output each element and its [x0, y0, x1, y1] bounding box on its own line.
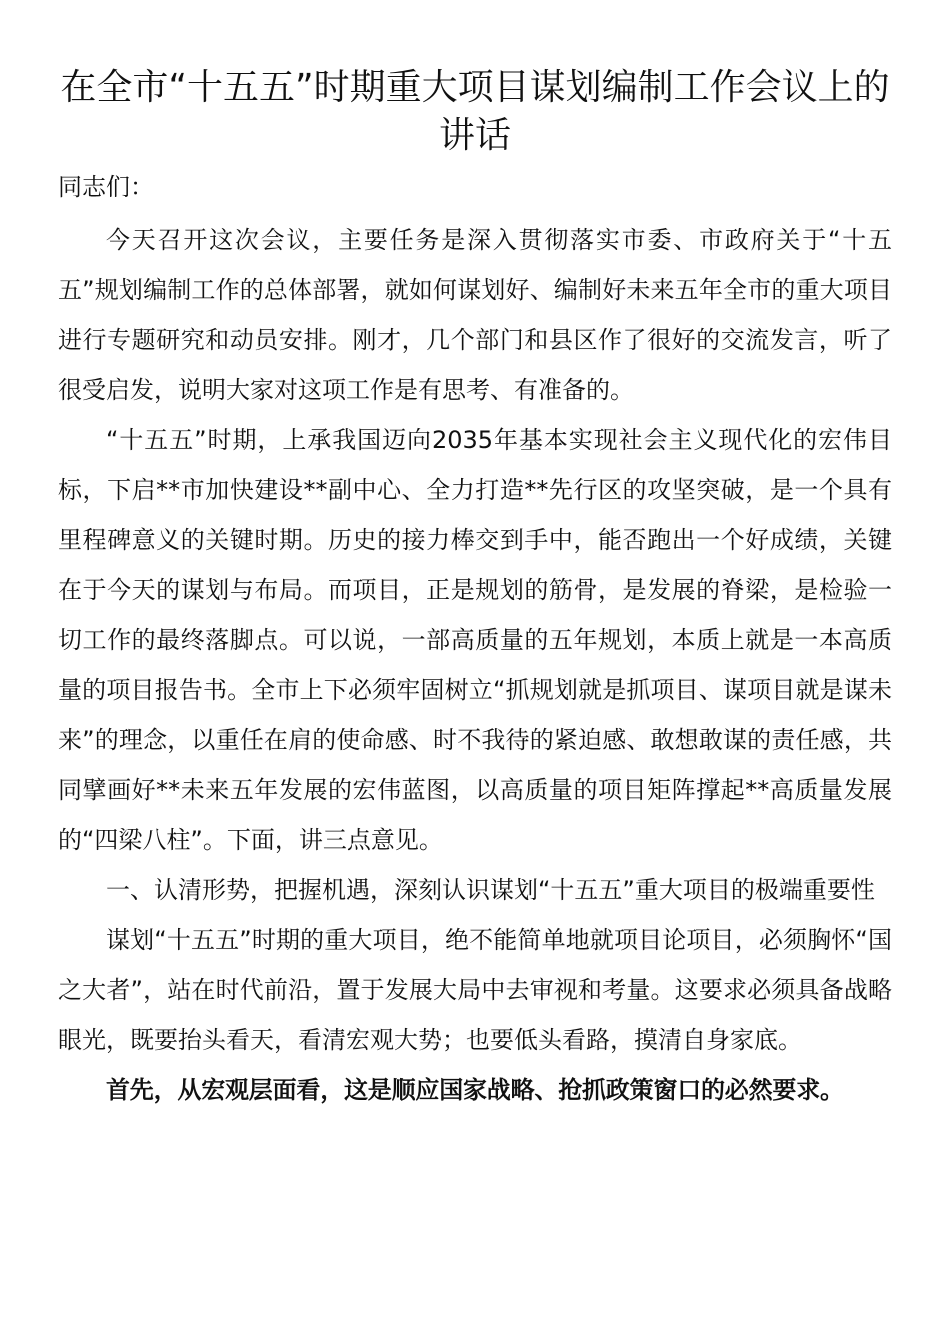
context-paragraph: “十五五”时期，上承我国迈向2035年基本实现社会主义现代化的宏伟目标，下启**市加快建设**副中心、全力打造**先行区的攻坚突破，是一个具有里程碑意义的关键时期。历史的接力棒交到手中，能否跑出一个好成绩，关键在于今天的谋划与布局。而项目，正是规划的筋骨，是发展的脊梁，是检验一切工作的最终落脚点。可以说，一部高质量的五年规划，本质上就是一本高质量的项目报告书。全市上下必须牢固树立“抓规划就是抓项目、谋项目就是谋未来”的理念，以重任在肩的使命感、时不我待的紧迫感、敢想敢谋的责任感，共同擘画好**未来五年发展的宏伟蓝图，以高质量的项目矩阵撑起**高质量发展的“四梁八柱”。下面，讲三点意见。: [58, 426, 892, 854]
opening-paragraph: 今天召开这次会议，主要任务是深入贯彻落实市委、市政府关于“十五五”规划编制工作的总体部署，就如何谋划好、编制好未来五年全市的重大项目进行专题研究和动员安排。刚才，几个部门和县区作了很好的交流发言，听了很受启发，说明大家对这项工作是有思考、有准备的。: [58, 226, 892, 404]
document-page: [58, 64, 892, 1115]
salutation: 同志们：: [58, 173, 154, 201]
section-1-paragraph: 谋划“十五五”时期的重大项目，绝不能简单地就项目论项目，必须胸怀“国之大者”，站在时代前沿，置于发展大局中去审视和考量。这要求必须具备战略眼光，既要抬头看天，看清宏观大势；也要低头看路，摸清自身家底。: [58, 926, 892, 1054]
document-title: 在全市“十五五”时期重大项目谋划编制工作会议上的讲话: [60, 67, 890, 156]
bold-lead-sentence: 首先，从宏观层面看，这是顺应国家战略、抢抓政策窗口的必然要求。: [106, 1076, 844, 1104]
section-heading-1: 一、认清形势，把握机遇，深刻认识谋划“十五五”重大项目的极端重要性: [106, 876, 875, 904]
